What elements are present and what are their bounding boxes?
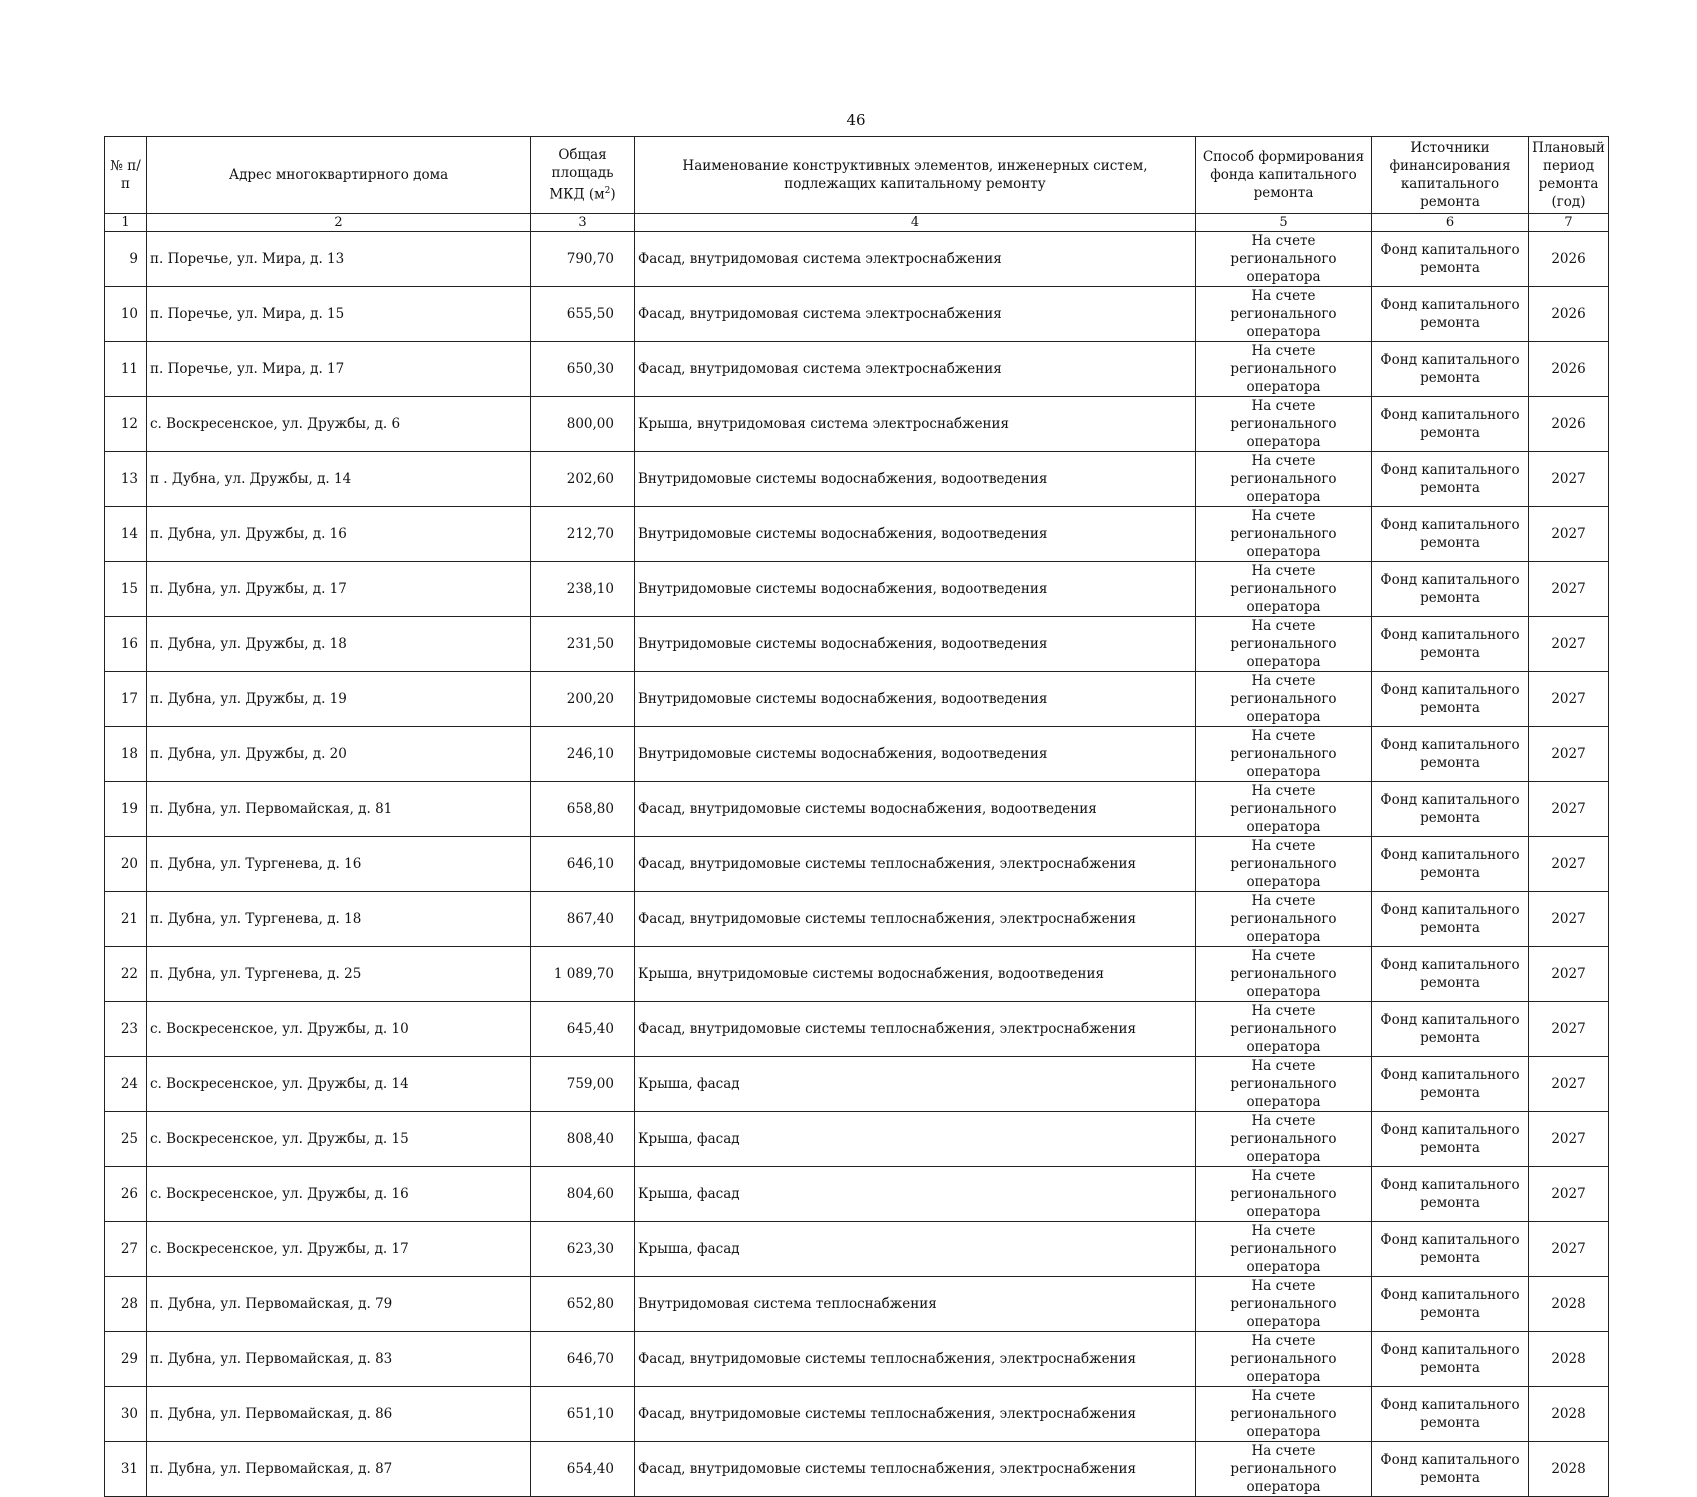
row-planned-year: 2027 bbox=[1529, 672, 1609, 727]
row-planned-year: 2027 bbox=[1529, 562, 1609, 617]
row-number: 28 bbox=[105, 1277, 147, 1332]
table-row bbox=[105, 1167, 1609, 1222]
row-funding-method: На счете регионального оператора bbox=[1196, 562, 1372, 617]
row-planned-year: 2027 bbox=[1529, 617, 1609, 672]
row-elements: Внутридомовая система теплоснабжения bbox=[635, 1277, 1196, 1332]
row-funding-method: На счете регионального оператора bbox=[1196, 892, 1372, 947]
row-number: 14 bbox=[105, 507, 147, 562]
row-number: 23 bbox=[105, 1002, 147, 1057]
row-address: п. Дубна, ул. Первомайская, д. 79 bbox=[147, 1277, 531, 1332]
row-planned-year: 2027 bbox=[1529, 1222, 1609, 1277]
row-area: 246,10 bbox=[531, 727, 635, 782]
row-funding-method: На счете регионального оператора bbox=[1196, 1002, 1372, 1057]
row-area: 655,50 bbox=[531, 287, 635, 342]
row-area: 654,40 bbox=[531, 1442, 635, 1497]
row-funding-method: На счете регионального оператора bbox=[1196, 1332, 1372, 1387]
row-funding-method: На счете регионального оператора bbox=[1196, 782, 1372, 837]
row-financing-source: Фонд капитального ремонта bbox=[1372, 1222, 1529, 1277]
table-row bbox=[105, 727, 1609, 782]
row-address: п. Дубна, ул. Тургенева, д. 16 bbox=[147, 837, 531, 892]
row-elements: Фасад, внутридомовые системы теплоснабжения, электроснабжения bbox=[635, 837, 1196, 892]
row-elements: Крыша, фасад bbox=[635, 1057, 1196, 1112]
row-area: 790,70 bbox=[531, 232, 635, 287]
row-financing-source: Фонд капитального ремонта bbox=[1372, 1387, 1529, 1442]
row-financing-source: Фонд капитального ремонта bbox=[1372, 892, 1529, 947]
row-number: 26 bbox=[105, 1167, 147, 1222]
table-row bbox=[105, 507, 1609, 562]
row-funding-method: На счете регионального оператора bbox=[1196, 1387, 1372, 1442]
row-funding-method: На счете регионального оператора bbox=[1196, 672, 1372, 727]
column-number: 5 bbox=[1196, 214, 1372, 232]
table-row bbox=[105, 672, 1609, 727]
row-address: п. Дубна, ул. Дружбы, д. 20 bbox=[147, 727, 531, 782]
table-row bbox=[105, 232, 1609, 287]
row-planned-year: 2027 bbox=[1529, 947, 1609, 1002]
header-area-label: Общая площадь МКД (м bbox=[549, 147, 614, 203]
row-planned-year: 2027 bbox=[1529, 782, 1609, 837]
row-number: 24 bbox=[105, 1057, 147, 1112]
row-planned-year: 2027 bbox=[1529, 892, 1609, 947]
row-elements: Внутридомовые системы водоснабжения, водоотведения bbox=[635, 562, 1196, 617]
row-number: 20 bbox=[105, 837, 147, 892]
table-row bbox=[105, 1387, 1609, 1442]
row-area: 238,10 bbox=[531, 562, 635, 617]
row-area: 646,10 bbox=[531, 837, 635, 892]
table-row bbox=[105, 1002, 1609, 1057]
row-address: п. Дубна, ул. Первомайская, д. 81 bbox=[147, 782, 531, 837]
table-header bbox=[105, 137, 1609, 232]
row-elements: Крыша, внутридомовая система электроснабжения bbox=[635, 397, 1196, 452]
row-elements: Фасад, внутридомовые системы теплоснабжения, электроснабжения bbox=[635, 1442, 1196, 1497]
row-planned-year: 2028 bbox=[1529, 1332, 1609, 1387]
row-funding-method: На счете регионального оператора bbox=[1196, 232, 1372, 287]
table-row bbox=[105, 397, 1609, 452]
column-number: 7 bbox=[1529, 214, 1609, 232]
row-number: 12 bbox=[105, 397, 147, 452]
row-area: 623,30 bbox=[531, 1222, 635, 1277]
table-row bbox=[105, 1442, 1609, 1497]
row-number: 11 bbox=[105, 342, 147, 397]
row-planned-year: 2027 bbox=[1529, 452, 1609, 507]
row-area: 800,00 bbox=[531, 397, 635, 452]
row-elements: Фасад, внутридомовая система электроснабжения bbox=[635, 232, 1196, 287]
row-elements: Фасад, внутридомовые системы теплоснабжения, электроснабжения bbox=[635, 1002, 1196, 1057]
row-address: п. Поречье, ул. Мира, д. 15 bbox=[147, 287, 531, 342]
row-area: 645,40 bbox=[531, 1002, 635, 1057]
row-area: 200,20 bbox=[531, 672, 635, 727]
row-funding-method: На счете регионального оператора bbox=[1196, 1112, 1372, 1167]
row-address: п. Дубна, ул. Первомайская, д. 83 bbox=[147, 1332, 531, 1387]
row-address: п. Дубна, ул. Тургенева, д. 25 bbox=[147, 947, 531, 1002]
row-planned-year: 2028 bbox=[1529, 1387, 1609, 1442]
row-financing-source: Фонд капитального ремонта bbox=[1372, 617, 1529, 672]
row-area: 650,30 bbox=[531, 342, 635, 397]
row-elements: Фасад, внутридомовые системы теплоснабжения, электроснабжения bbox=[635, 892, 1196, 947]
column-number: 6 bbox=[1372, 214, 1529, 232]
row-planned-year: 2027 bbox=[1529, 837, 1609, 892]
row-funding-method: На счете регионального оператора bbox=[1196, 1167, 1372, 1222]
row-elements: Крыша, фасад bbox=[635, 1112, 1196, 1167]
row-area: 651,10 bbox=[531, 1387, 635, 1442]
row-financing-source: Фонд капитального ремонта bbox=[1372, 1057, 1529, 1112]
row-funding-method: На счете регионального оператора bbox=[1196, 507, 1372, 562]
row-area: 759,00 bbox=[531, 1057, 635, 1112]
row-funding-method: На счете регионального оператора bbox=[1196, 1222, 1372, 1277]
header-period: Плановый период ремонта (год) bbox=[1529, 137, 1609, 214]
row-address: с. Воскресенское, ул. Дружбы, д. 16 bbox=[147, 1167, 531, 1222]
row-financing-source: Фонд капитального ремонта bbox=[1372, 287, 1529, 342]
header-method: Способ формирования фонда капитального ремонта bbox=[1196, 137, 1372, 214]
row-area: 808,40 bbox=[531, 1112, 635, 1167]
row-financing-source: Фонд капитального ремонта bbox=[1372, 1332, 1529, 1387]
table-row bbox=[105, 892, 1609, 947]
row-planned-year: 2028 bbox=[1529, 1277, 1609, 1332]
table-row bbox=[105, 837, 1609, 892]
table-body bbox=[105, 232, 1609, 1497]
header-area-sup: 2 bbox=[604, 186, 611, 197]
row-funding-method: На счете регионального оператора bbox=[1196, 342, 1372, 397]
row-financing-source: Фонд капитального ремонта bbox=[1372, 727, 1529, 782]
row-financing-source: Фонд капитального ремонта bbox=[1372, 1112, 1529, 1167]
table-row bbox=[105, 1222, 1609, 1277]
row-funding-method: На счете регионального оператора bbox=[1196, 1277, 1372, 1332]
row-funding-method: На счете регионального оператора bbox=[1196, 287, 1372, 342]
row-number: 30 bbox=[105, 1387, 147, 1442]
row-financing-source: Фонд капитального ремонта bbox=[1372, 342, 1529, 397]
row-address: с. Воскресенское, ул. Дружбы, д. 15 bbox=[147, 1112, 531, 1167]
row-funding-method: На счете регионального оператора bbox=[1196, 947, 1372, 1002]
header-num: № п/п bbox=[105, 137, 147, 214]
row-planned-year: 2026 bbox=[1529, 287, 1609, 342]
row-funding-method: На счете регионального оператора bbox=[1196, 397, 1372, 452]
table-row bbox=[105, 947, 1609, 1002]
header-area-close: ) bbox=[610, 186, 616, 203]
row-financing-source: Фонд капитального ремонта bbox=[1372, 1167, 1529, 1222]
row-elements: Крыша, фасад bbox=[635, 1167, 1196, 1222]
row-funding-method: На счете регионального оператора bbox=[1196, 1057, 1372, 1112]
row-address: п . Дубна, ул. Дружбы, д. 14 bbox=[147, 452, 531, 507]
row-financing-source: Фонд капитального ремонта bbox=[1372, 562, 1529, 617]
row-area: 1 089,70 bbox=[531, 947, 635, 1002]
row-planned-year: 2027 bbox=[1529, 1167, 1609, 1222]
row-funding-method: На счете регионального оператора bbox=[1196, 727, 1372, 782]
row-number: 16 bbox=[105, 617, 147, 672]
row-number: 17 bbox=[105, 672, 147, 727]
column-number: 2 bbox=[147, 214, 531, 232]
row-elements: Фасад, внутридомовые системы водоснабжения, водоотведения bbox=[635, 782, 1196, 837]
row-funding-method: На счете регионального оператора bbox=[1196, 452, 1372, 507]
row-address: с. Воскресенское, ул. Дружбы, д. 14 bbox=[147, 1057, 531, 1112]
row-elements: Внутридомовые системы водоснабжения, водоотведения bbox=[635, 727, 1196, 782]
row-financing-source: Фонд капитального ремонта bbox=[1372, 1002, 1529, 1057]
row-address: с. Воскресенское, ул. Дружбы, д. 17 bbox=[147, 1222, 531, 1277]
row-financing-source: Фонд капитального ремонта bbox=[1372, 837, 1529, 892]
row-planned-year: 2027 bbox=[1529, 1002, 1609, 1057]
column-number: 3 bbox=[531, 214, 635, 232]
row-number: 27 bbox=[105, 1222, 147, 1277]
header-address: Адрес многоквартирного дома bbox=[147, 137, 531, 214]
row-elements: Крыша, внутридомовые системы водоснабжения, водоотведения bbox=[635, 947, 1196, 1002]
row-area: 231,50 bbox=[531, 617, 635, 672]
row-address: п. Дубна, ул. Дружбы, д. 16 bbox=[147, 507, 531, 562]
row-planned-year: 2027 bbox=[1529, 1057, 1609, 1112]
row-elements: Внутридомовые системы водоснабжения, водоотведения bbox=[635, 617, 1196, 672]
row-area: 867,40 bbox=[531, 892, 635, 947]
row-funding-method: На счете регионального оператора bbox=[1196, 617, 1372, 672]
row-financing-source: Фонд капитального ремонта bbox=[1372, 947, 1529, 1002]
row-elements: Внутридомовые системы водоснабжения, водоотведения bbox=[635, 452, 1196, 507]
table-row bbox=[105, 342, 1609, 397]
row-area: 652,80 bbox=[531, 1277, 635, 1332]
row-address: п. Дубна, ул. Первомайская, д. 87 bbox=[147, 1442, 531, 1497]
row-funding-method: На счете регионального оператора bbox=[1196, 1442, 1372, 1497]
header-elements: Наименование конструктивных элементов, инженерных систем, подлежащих капитальному ремонту bbox=[635, 137, 1196, 214]
table-row bbox=[105, 1332, 1609, 1387]
row-number: 29 bbox=[105, 1332, 147, 1387]
row-number: 18 bbox=[105, 727, 147, 782]
table-row bbox=[105, 617, 1609, 672]
row-address: п. Дубна, ул. Дружбы, д. 19 bbox=[147, 672, 531, 727]
row-financing-source: Фонд капитального ремонта bbox=[1372, 782, 1529, 837]
row-financing-source: Фонд капитального ремонта bbox=[1372, 1277, 1529, 1332]
row-elements: Фасад, внутридомовые системы теплоснабжения, электроснабжения bbox=[635, 1387, 1196, 1442]
row-area: 658,80 bbox=[531, 782, 635, 837]
row-number: 21 bbox=[105, 892, 147, 947]
column-number: 4 bbox=[635, 214, 1196, 232]
page-number: 46 bbox=[846, 111, 866, 129]
row-address: п. Дубна, ул. Первомайская, д. 86 bbox=[147, 1387, 531, 1442]
row-number: 13 bbox=[105, 452, 147, 507]
row-area: 202,60 bbox=[531, 452, 635, 507]
row-financing-source: Фонд капитального ремонта bbox=[1372, 397, 1529, 452]
header-area bbox=[531, 137, 635, 214]
column-number: 1 bbox=[105, 214, 147, 232]
row-number: 22 bbox=[105, 947, 147, 1002]
table-row bbox=[105, 287, 1609, 342]
row-financing-source: Фонд капитального ремонта bbox=[1372, 1442, 1529, 1497]
table-row bbox=[105, 562, 1609, 617]
row-elements: Фасад, внутридомовая система электроснабжения bbox=[635, 287, 1196, 342]
row-address: п. Дубна, ул. Дружбы, д. 17 bbox=[147, 562, 531, 617]
table-row bbox=[105, 452, 1609, 507]
row-elements: Фасад, внутридомовые системы теплоснабжения, электроснабжения bbox=[635, 1332, 1196, 1387]
repair-plan-table bbox=[104, 136, 1609, 1497]
column-number-row bbox=[105, 214, 1609, 232]
row-number: 10 bbox=[105, 287, 147, 342]
row-planned-year: 2026 bbox=[1529, 397, 1609, 452]
row-address: п. Дубна, ул. Тургенева, д. 18 bbox=[147, 892, 531, 947]
header-source: Источники финансирования капитального ремонта bbox=[1372, 137, 1529, 214]
row-planned-year: 2026 bbox=[1529, 232, 1609, 287]
row-elements: Внутридомовые системы водоснабжения, водоотведения bbox=[635, 672, 1196, 727]
row-number: 15 bbox=[105, 562, 147, 617]
row-planned-year: 2028 bbox=[1529, 1442, 1609, 1497]
table-row bbox=[105, 1057, 1609, 1112]
row-address: с. Воскресенское, ул. Дружбы, д. 6 bbox=[147, 397, 531, 452]
row-financing-source: Фонд капитального ремонта bbox=[1372, 507, 1529, 562]
row-number: 9 bbox=[105, 232, 147, 287]
row-area: 804,60 bbox=[531, 1167, 635, 1222]
row-planned-year: 2027 bbox=[1529, 507, 1609, 562]
table-row bbox=[105, 782, 1609, 837]
row-number: 19 bbox=[105, 782, 147, 837]
row-address: п. Дубна, ул. Дружбы, д. 18 bbox=[147, 617, 531, 672]
row-planned-year: 2026 bbox=[1529, 342, 1609, 397]
row-number: 31 bbox=[105, 1442, 147, 1497]
row-elements: Крыша, фасад bbox=[635, 1222, 1196, 1277]
row-address: п. Поречье, ул. Мира, д. 13 bbox=[147, 232, 531, 287]
table-row bbox=[105, 1112, 1609, 1167]
row-financing-source: Фонд капитального ремонта bbox=[1372, 232, 1529, 287]
row-funding-method: На счете регионального оператора bbox=[1196, 837, 1372, 892]
row-financing-source: Фонд капитального ремонта bbox=[1372, 672, 1529, 727]
row-elements: Внутридомовые системы водоснабжения, водоотведения bbox=[635, 507, 1196, 562]
row-number: 25 bbox=[105, 1112, 147, 1167]
row-financing-source: Фонд капитального ремонта bbox=[1372, 452, 1529, 507]
table-row bbox=[105, 1277, 1609, 1332]
row-address: п. Поречье, ул. Мира, д. 17 bbox=[147, 342, 531, 397]
row-area: 646,70 bbox=[531, 1332, 635, 1387]
row-planned-year: 2027 bbox=[1529, 727, 1609, 782]
row-address: с. Воскресенское, ул. Дружбы, д. 10 bbox=[147, 1002, 531, 1057]
row-elements: Фасад, внутридомовая система электроснабжения bbox=[635, 342, 1196, 397]
row-planned-year: 2027 bbox=[1529, 1112, 1609, 1167]
row-area: 212,70 bbox=[531, 507, 635, 562]
